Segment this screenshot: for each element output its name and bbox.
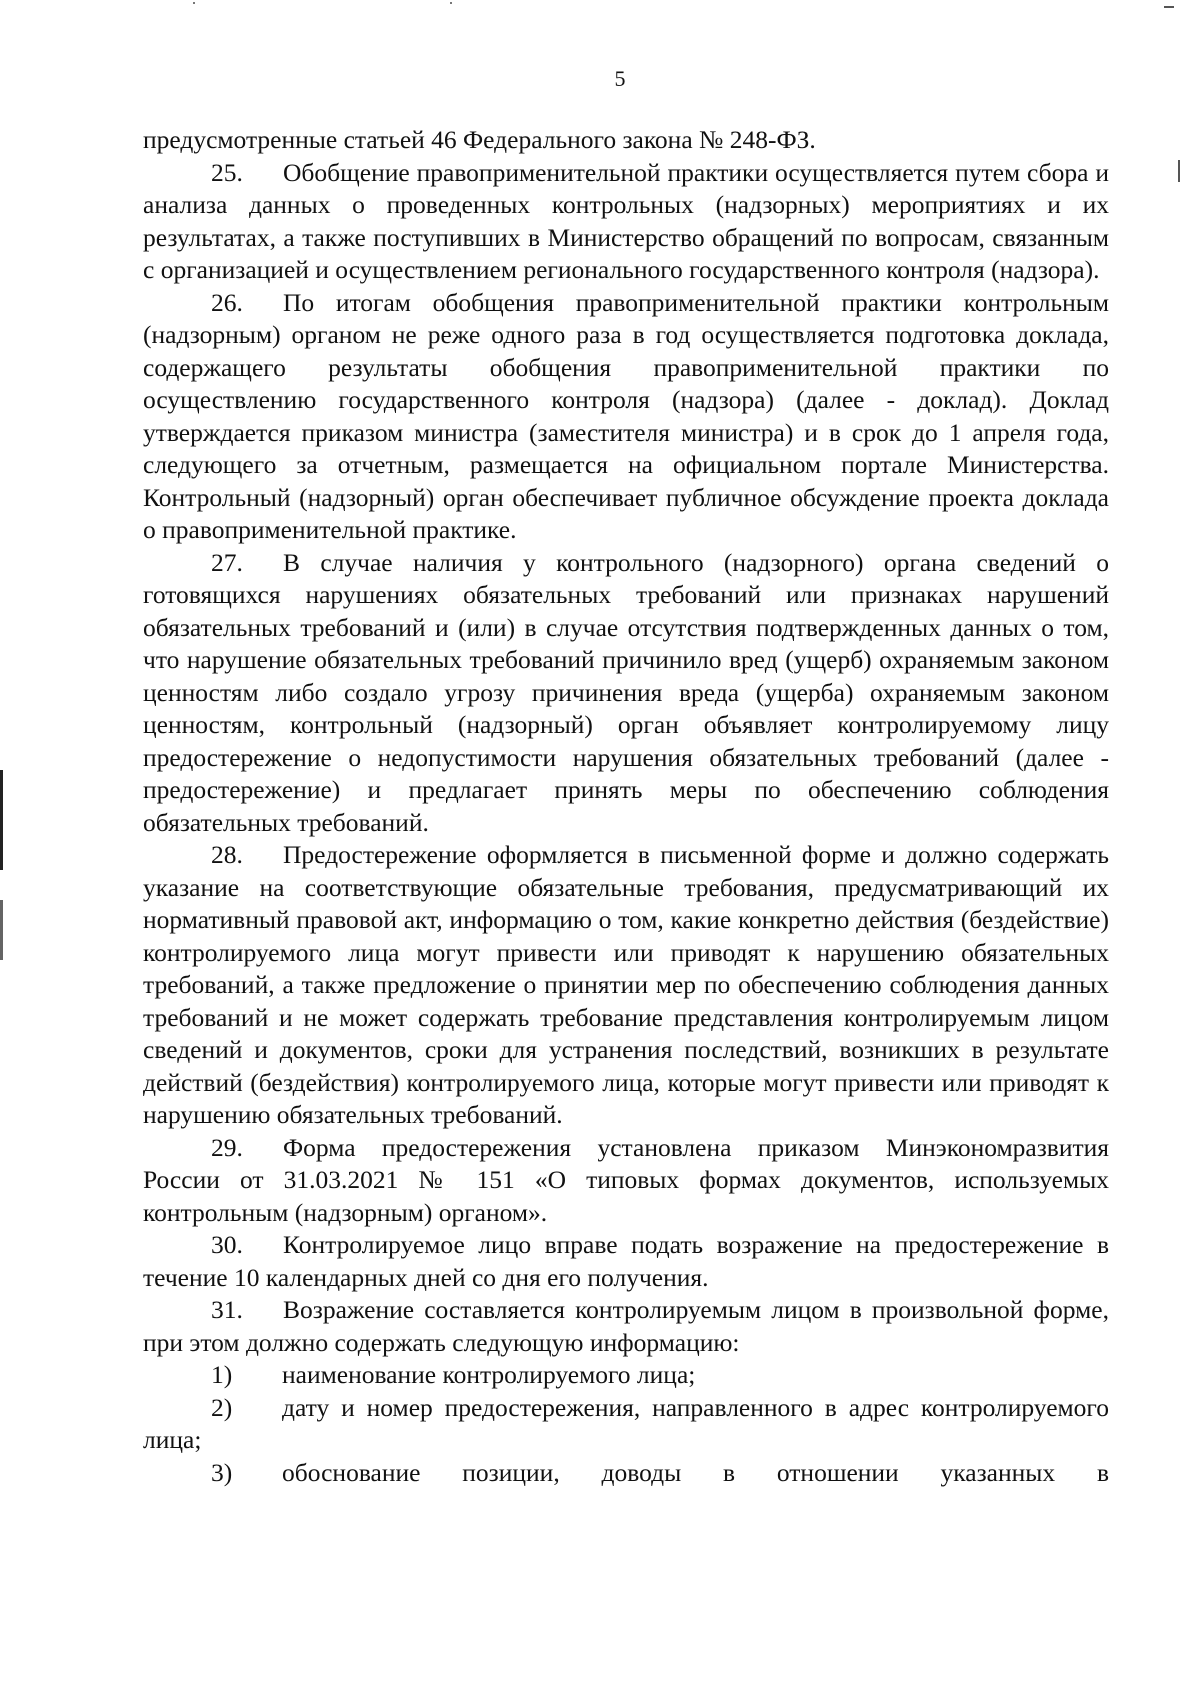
paragraph-27 bbox=[143, 547, 1109, 840]
list-item-text: наименование контролируемого лица; bbox=[282, 1360, 696, 1389]
scan-edge-mark bbox=[0, 900, 3, 960]
paragraph-text: Предостережение оформляется в письменной форме и должно содержать указание на соответствующие обязательные требования, предусматривающий их нормативный правовой акт, информацию о том, какие конкретно действия (бездействие) контролируемого лица могут привести или приводят к нарушению обязательных требований, а также предложение о принятии мер по обеспечению соблюдения данных требований и не может содержать требование представления контролируемым лицом сведений и документов, сроки для устранения последствий, возникших в результате действий (бездействия) контролируемого лица, которые могут привести или приводят к нарушению обязательных требований. bbox=[143, 840, 1109, 1129]
scan-artifact bbox=[1164, 6, 1174, 8]
paragraph-29 bbox=[143, 1132, 1109, 1230]
lead-text: предусмотренные статьей 46 Федерального закона № 248-ФЗ. bbox=[143, 125, 816, 154]
paragraph-25 bbox=[143, 157, 1109, 287]
list-item-3 bbox=[143, 1457, 1109, 1490]
paragraph-number: 31. bbox=[211, 1295, 243, 1324]
list-item-number: 1) bbox=[211, 1360, 233, 1389]
paragraph-number: 29. bbox=[211, 1132, 243, 1162]
paragraph-31 bbox=[143, 1294, 1109, 1359]
scan-edge-mark bbox=[0, 770, 3, 870]
paragraph-text: Контролируемое лицо вправе подать возражение на предостережение в течение 10 календарных дней со дня его получения. bbox=[143, 1230, 1109, 1292]
paragraph-text: В случае наличия у контрольного (надзорного) органа сведений о готовящихся нарушениях обязательных требований или признаках нарушений обязательных требований и (или) в случае отсутствия подтвержденных данных о том, что нарушение обязательных требований причинило вред (ущерб) охраняемым законом ценностям либо создало угрозу причинения вреда (ущерба) охраняемым законом ценностям, контрольный (надзорный) орган объявляет контролируемому лицу предостережение о недопустимости нарушения обязательных требований (далее - предостережение) и предлагает принять меры по обеспечению соблюдения обязательных требований. bbox=[143, 547, 1109, 837]
page-number: 5 bbox=[614, 66, 626, 91]
list-item-number: 3) bbox=[211, 1457, 233, 1487]
paragraph-number: 26. bbox=[211, 287, 243, 317]
paragraph-text: Возражение составляется контролируемым лицом в произвольной форме, при этом должно содержать следующую информацию: bbox=[143, 1295, 1109, 1357]
list-item-2 bbox=[143, 1392, 1109, 1457]
paragraph-number: 28. bbox=[211, 840, 243, 869]
paragraph-30 bbox=[143, 1229, 1109, 1294]
paragraph-text: Обобщение правоприменительной практики осуществляется путем сбора и анализа данных о проведенных контрольных (надзорных) мероприятиях и их результатах, а также поступивших в Министерство обращений по вопросам, связанным с организацией и осуществлением регионального государственного контроля (надзора). bbox=[143, 157, 1109, 284]
paragraph-number: 27. bbox=[211, 547, 243, 577]
list-item-text: обоснование позиции, доводы в отношении указанных в bbox=[282, 1457, 1109, 1487]
list-item-1 bbox=[143, 1359, 1109, 1392]
paragraph-number: 30. bbox=[211, 1230, 243, 1259]
paragraph-number: 25. bbox=[211, 157, 243, 187]
paragraph-28 bbox=[143, 839, 1109, 1132]
list-item-number: 2) bbox=[211, 1392, 233, 1422]
list-item-text: дату и номер предостережения, направленного в адрес контролируемого лица; bbox=[143, 1392, 1109, 1454]
document-body bbox=[143, 124, 1109, 1489]
scan-artifact bbox=[193, 2, 195, 4]
paragraph-26 bbox=[143, 287, 1109, 547]
scan-artifact bbox=[1178, 160, 1180, 182]
paragraph-text: По итогам обобщения правоприменительной практики контрольным (надзорным) органом не реже одного раза в год осуществляется подготовка доклада, содержащего результаты обобщения правоприменительной практики по осуществлению государственного контроля (надзора) (далее - доклад). Доклад утверждается приказом министра (заместителя министра) и в срок до 1 апреля года, следующего за отчетным, размещается на официальном портале Министерства. Контрольный (надзорный) орган обеспечивает публичное обсуждение проекта доклада о правоприменительной практике. bbox=[143, 287, 1109, 544]
scan-artifact bbox=[450, 2, 452, 4]
paragraph-text: Форма предостережения установлена приказом Минэкономразвития России от 31.03.2021 № 151 «О типовых формах документов, используемых контрольным (надзорным) органом». bbox=[143, 1132, 1109, 1227]
